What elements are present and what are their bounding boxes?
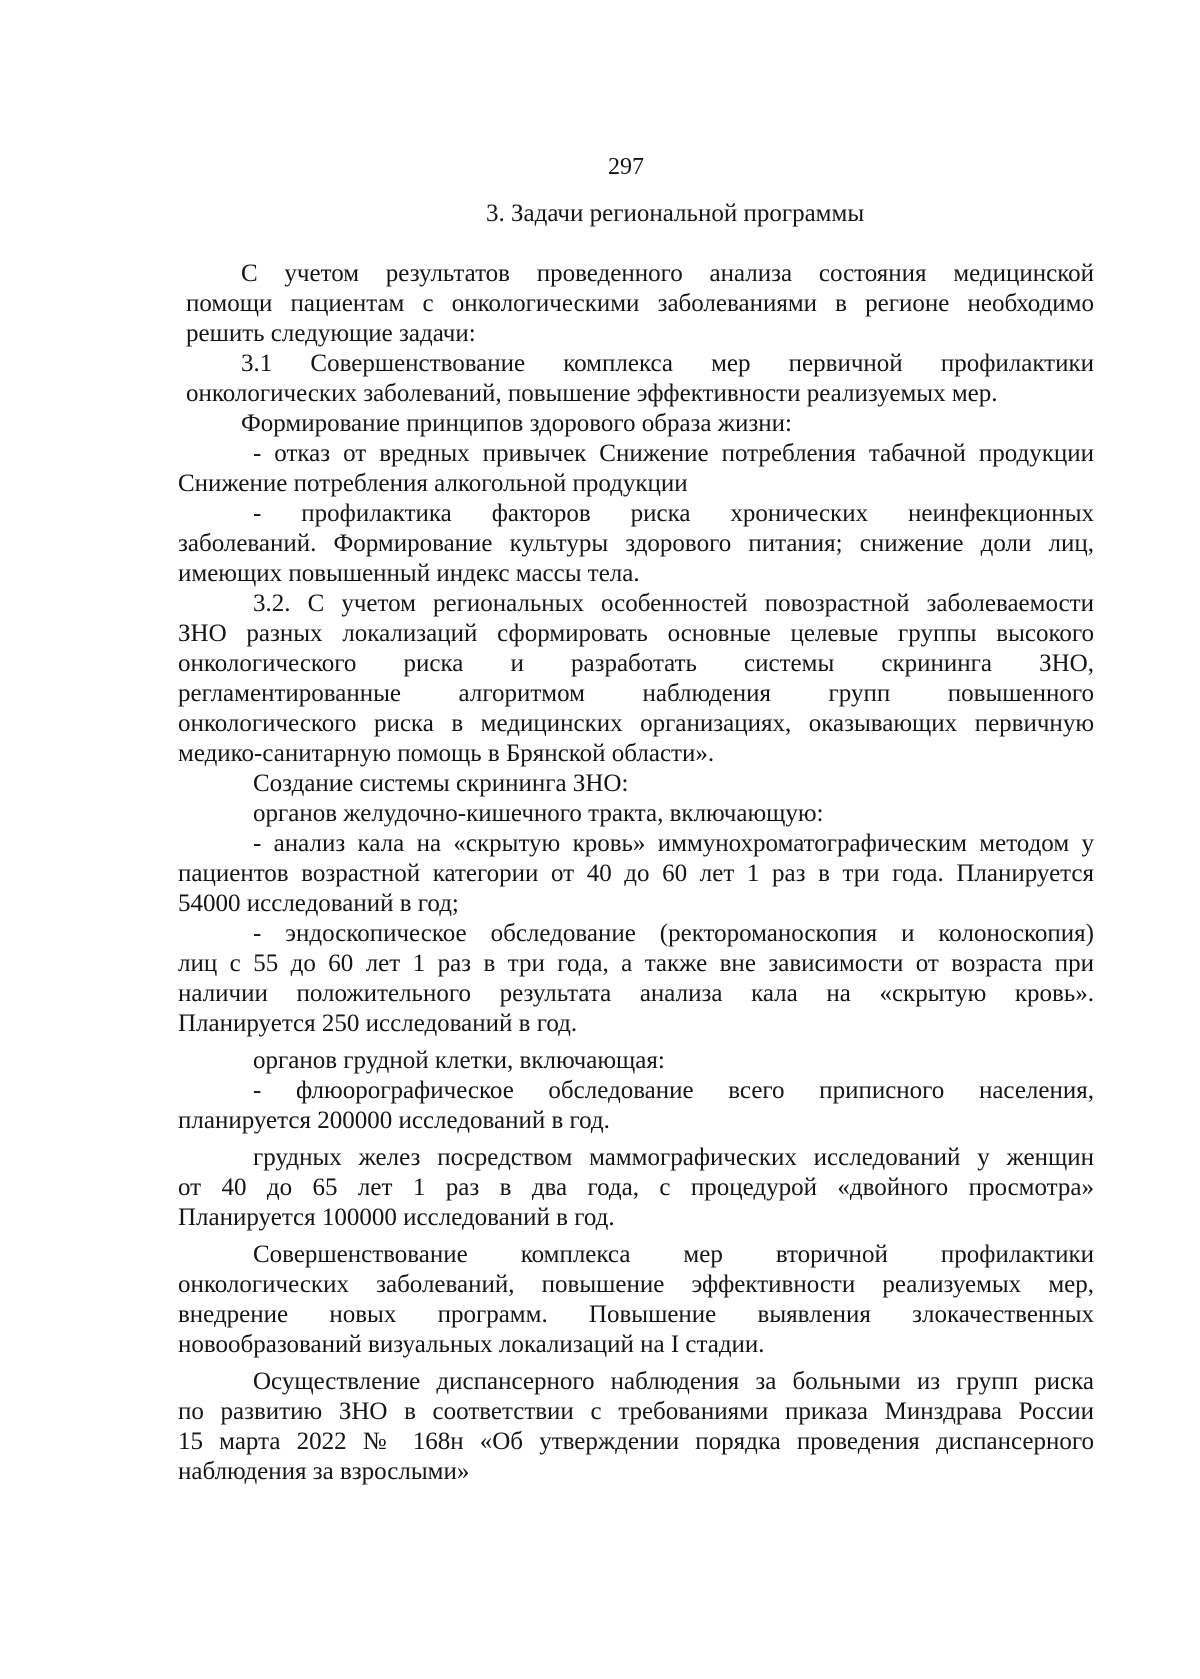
text-line: пациентов возрастной категории от 40 до 60 лет 1 раз в три года. Планируется — [178, 860, 1094, 887]
paragraph-dispensary-observation — [178, 1367, 1094, 1487]
page-number: 297 — [608, 154, 644, 180]
text-line: Формирование принципов здорового образа жизни: — [241, 410, 793, 437]
text-line: - флюорографическое обследование всего приписного населения, — [253, 1077, 1094, 1104]
paragraph-task-3-1 — [178, 349, 1094, 409]
paragraph-screening-system — [178, 769, 1094, 799]
text-line: от 40 до 65 лет 1 раз в два года, с процедурой «двойного просмотра» — [178, 1174, 1094, 1201]
text-line: Планируется 250 исследований в год. — [178, 1010, 578, 1037]
paragraph-gi-tract — [178, 799, 1094, 829]
text-line: помощи пациентам с онкологическими заболеваниями в регионе необходимо — [186, 290, 1094, 317]
text-line: онкологического риска и разработать системы скрининга ЗНО, — [178, 650, 1094, 677]
text-line: имеющих повышенный индекс массы тела. — [178, 560, 640, 587]
paragraph-mammography — [178, 1143, 1094, 1233]
text-line: - анализ кала на «скрытую кровь» иммунохроматографическим методом у — [253, 830, 1094, 857]
text-line: ЗНО разных локализаций сформировать основные целевые группы высокого — [178, 620, 1094, 647]
paragraph-healthy-lifestyle — [178, 409, 1094, 439]
paragraph-chest-organs — [178, 1046, 1094, 1076]
text-line: - эндоскопическое обследование (ректороманоскопия и колоноскопия) — [253, 920, 1094, 947]
text-line: заболеваний. Формирование культуры здорового питания; снижение доли лиц, — [178, 530, 1094, 557]
text-line: наличии положительного результата анализа кала на «скрытую кровь». — [178, 980, 1094, 1007]
text-line: внедрение новых программ. Повышение выявления злокачественных — [178, 1301, 1094, 1328]
text-line: планируется 200000 исследований в год. — [178, 1107, 610, 1134]
text-line: органов желудочно-кишечного тракта, включающую: — [253, 800, 824, 827]
text-line: Создание системы скрининга ЗНО: — [253, 770, 629, 797]
paragraph-task-3-2 — [178, 589, 1094, 769]
list-item-endoscopy — [178, 919, 1094, 1039]
text-line: 3.2. С учетом региональных особенностей повозрастной заболеваемости — [253, 590, 1094, 617]
text-line: С учетом результатов проведенного анализа состояния медицинской — [241, 260, 1094, 287]
paragraph-intro — [178, 259, 1094, 349]
body-text — [178, 259, 1094, 1487]
text-line: Планируется 100000 исследований в год. — [178, 1204, 615, 1231]
list-item-risk-factors — [178, 499, 1094, 589]
text-line: Снижение потребления алкогольной продукции — [178, 470, 688, 497]
section-heading: 3. Задачи региональной программы — [486, 200, 865, 227]
text-line: наблюдения за взрослыми» — [178, 1458, 470, 1485]
text-line: - отказ от вредных привычек Снижение потребления табачной продукции — [253, 440, 1094, 467]
text-line: решить следующие задачи: — [186, 320, 476, 347]
text-line: - профилактика факторов риска хронических неинфекционных — [253, 500, 1094, 527]
text-line: 3.1 Совершенствование комплекса мер первичной профилактики — [241, 350, 1094, 377]
list-item-fluorography — [178, 1076, 1094, 1136]
text-line: медико-санитарную помощь в Брянской области». — [178, 740, 715, 767]
paragraph-secondary-prevention — [178, 1240, 1094, 1360]
text-line: органов грудной клетки, включающая: — [253, 1047, 665, 1074]
list-item-stool-test — [178, 829, 1094, 919]
text-line: онкологического риска в медицинских организациях, оказывающих первичную — [178, 710, 1094, 737]
text-line: грудных желез посредством маммографических исследований у женщин — [253, 1144, 1094, 1171]
text-line: 54000 исследований в год; — [178, 890, 459, 917]
text-line: онкологических заболеваний, повышение эффективности реализуемых мер. — [186, 380, 998, 407]
list-item-bad-habits — [178, 439, 1094, 499]
text-line: онкологических заболеваний, повышение эффективности реализуемых мер, — [178, 1271, 1094, 1298]
text-line: регламентированные алгоритмом наблюдения групп повышенного — [178, 680, 1094, 707]
text-line: новообразований визуальных локализаций на I стадии. — [178, 1331, 765, 1358]
text-line: лиц с 55 до 60 лет 1 раз в три года, а также вне зависимости от возраста при — [178, 950, 1094, 977]
text-line: 15 марта 2022 № 168н «Об утверждении порядка проведения диспансерного — [178, 1428, 1094, 1455]
text-line: Совершенствование комплекса мер вторичной профилактики — [253, 1241, 1094, 1268]
text-line: Осуществление диспансерного наблюдения за больными из групп риска — [253, 1368, 1094, 1395]
text-line: по развитию ЗНО в соответствии с требованиями приказа Минздрава России — [178, 1398, 1094, 1425]
